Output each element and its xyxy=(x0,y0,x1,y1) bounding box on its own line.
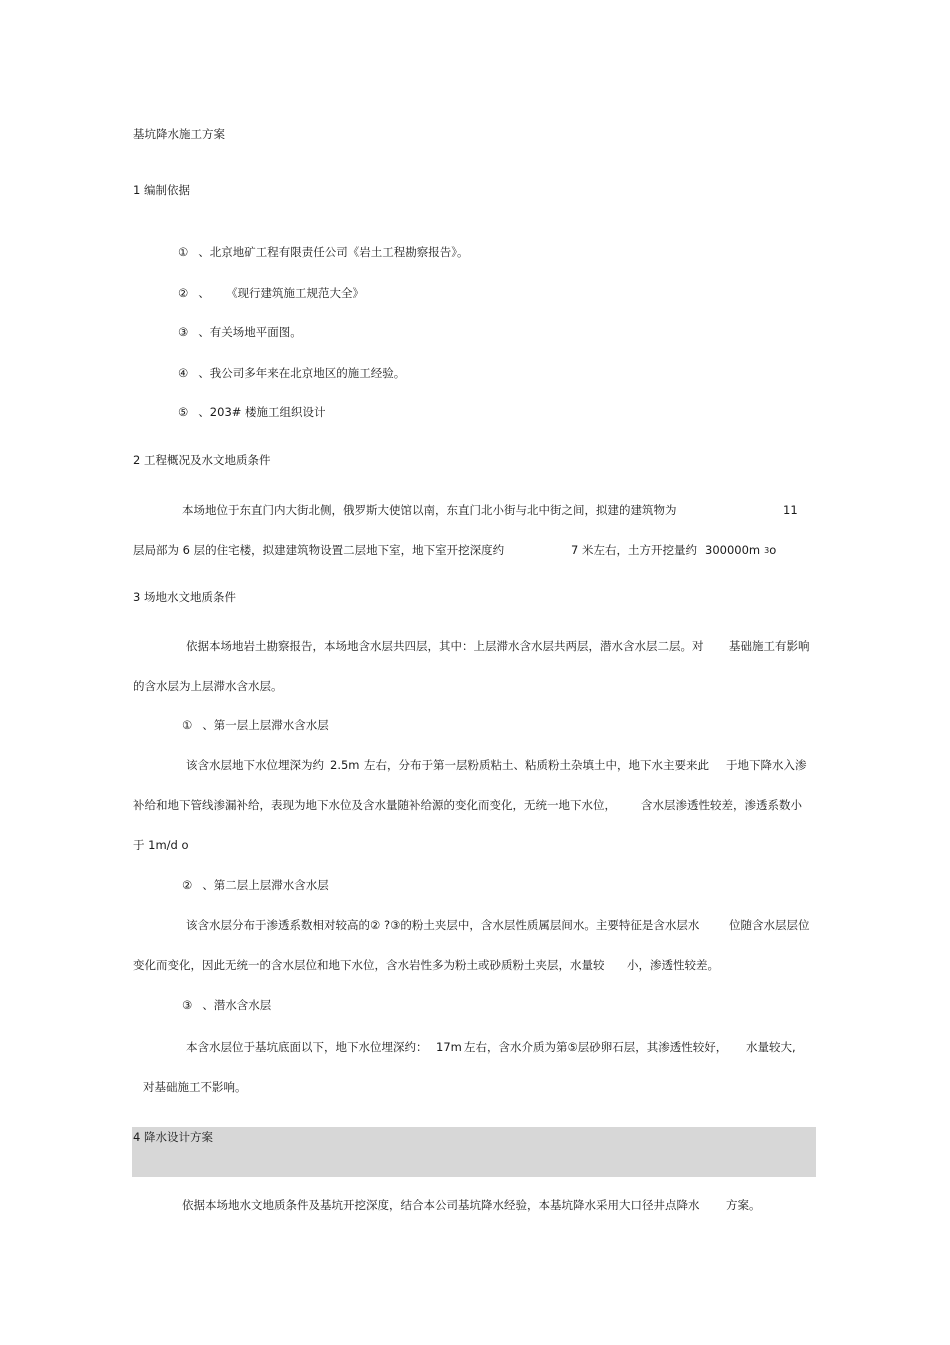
paragraph-text: 2.5m xyxy=(330,758,360,772)
paragraph-text: 于地下降水入渗 xyxy=(726,758,807,772)
trailing-o: o xyxy=(769,543,777,557)
aquifer-3-heading xyxy=(182,998,271,1012)
item-text: 、北京地矿工程有限责任公司《岩土工程勘察报告》。 xyxy=(198,245,469,259)
item-number: ③ xyxy=(182,998,193,1012)
superscript-3: 3 xyxy=(764,546,770,555)
section-3-heading: 3 场地水文地质条件 xyxy=(133,590,236,604)
paragraph-text: 层局部为 6 层的住宅楼，拟建建筑物设置二层地下室，地下室开挖深度约 xyxy=(133,543,505,557)
paragraph-text: 补给和地下管线渗漏补给，表现为地下水位及含水量随补给源的变化而变化，无统一地下水位， xyxy=(133,798,616,812)
paragraph-text: 依据本场地水文地质条件及基坑开挖深度，结合本公司基坑降水经验，本基坑降水采用大口径井点降水 xyxy=(182,1198,700,1212)
section-4-heading: 4 降水设计方案 xyxy=(133,1130,213,1144)
basis-item-1 xyxy=(178,245,469,259)
paragraph-text: 本含水层位于基坑底面以下，地下水位埋深约： xyxy=(186,1040,428,1054)
section-2-heading: 2 工程概况及水文地质条件 xyxy=(133,453,271,467)
paragraph-text: 于 1m/d o xyxy=(133,838,189,852)
item-text: 、我公司多年来在北京地区的施工经验。 xyxy=(198,366,406,380)
paragraph-text: 位随含水层层位 xyxy=(729,918,810,932)
item-number: ① xyxy=(178,245,189,259)
paragraph-text: 的含水层为上层滞水含水层。 xyxy=(133,679,283,693)
paragraph-text: 水量较大, xyxy=(746,1040,796,1054)
item-text: 、有关场地平面图。 xyxy=(198,325,302,339)
document-title: 基坑降水施工方案 xyxy=(133,127,225,141)
item-text: 、第二层上层滞水含水层 xyxy=(202,878,329,892)
item-number: ② xyxy=(182,878,193,892)
paragraph-text: 本场地位于东直门内大街北侧，俄罗斯大使馆以南，东直门北小街与北中街之间，拟建的建筑物为 xyxy=(182,503,677,517)
paragraph-text xyxy=(705,543,776,558)
item-number: ⑤ xyxy=(178,405,189,419)
section-1-heading: 1 编制依据 xyxy=(133,183,190,197)
paragraph-text: 该含水层地下水位埋深为约 xyxy=(186,758,324,772)
paragraph-text: 变化而变化，因此无统一的含水层位和地下水位，含水岩性多为粉土或砂质粉土夹层，水量较 xyxy=(133,958,605,972)
basis-item-5 xyxy=(178,405,326,419)
volume-value: 300000m xyxy=(705,543,761,557)
item-number: ① xyxy=(182,718,193,732)
basis-item-4 xyxy=(178,366,405,380)
paragraph-text: 基础施工有影响 xyxy=(729,639,810,653)
paragraph-text: 小，渗透性较差。 xyxy=(627,958,719,972)
aquifer-2-heading xyxy=(182,878,329,892)
item-number: ④ xyxy=(178,366,189,380)
paragraph-text: 依据本场地岩土勘察报告，本场地含水层共四层，其中：上层滞水含水层共两层，潜水含水层二层。对 xyxy=(186,639,704,653)
basis-item-2 xyxy=(178,286,364,300)
section-4-highlight xyxy=(132,1127,816,1177)
paragraph-text: 17m xyxy=(436,1040,462,1054)
item-text: 、203# 楼施工组织设计 xyxy=(198,405,326,419)
basis-item-3 xyxy=(178,325,302,339)
aquifer-1-heading xyxy=(182,718,329,732)
item-number: ② xyxy=(178,286,189,300)
paragraph-text: 该含水层分布于渗透系数相对较高的② ?③的粉土夹层中，含水层性质属层间水。主要特征是含水层水 xyxy=(186,918,700,932)
paragraph-text: 7 米左右，土方开挖量约 xyxy=(571,543,697,557)
paragraph-text: 左右，分布于第一层粉质粘土、粘质粉土杂填土中，地下水主要来此 xyxy=(364,758,709,772)
item-number: ③ xyxy=(178,325,189,339)
item-text: 、潜水含水层 xyxy=(202,998,272,1012)
paragraph-text: 11 xyxy=(783,503,798,517)
item-text-2: 《现行建筑施工规范大全》 xyxy=(231,286,365,300)
paragraph-text: 左右，含水介质为第⑤层砂卵石层，其渗透性较好， xyxy=(464,1040,728,1054)
item-text: 、 xyxy=(198,286,210,300)
paragraph-text: 对基础施工不影响。 xyxy=(143,1080,247,1094)
paragraph-text: 含水层渗透性较差，渗透系数小 xyxy=(641,798,802,812)
paragraph-text: 方案。 xyxy=(726,1198,761,1212)
item-text: 、第一层上层滞水含水层 xyxy=(202,718,329,732)
